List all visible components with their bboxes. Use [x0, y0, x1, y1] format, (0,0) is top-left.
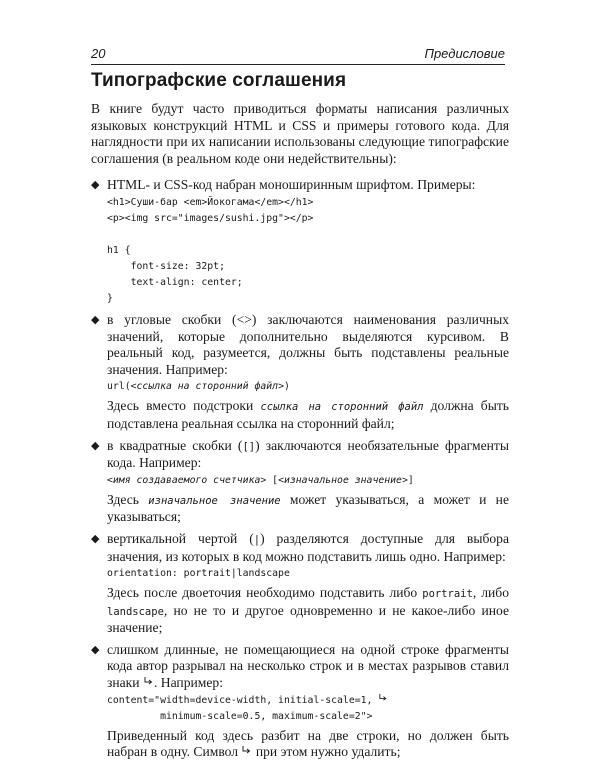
code-line: font-size: 32pt; [107, 260, 225, 272]
text-part: слишком длинные, не помещающиеся на одной строке фрагменты кода автор разрывал на несколько строк и в местах разрывов ставил знаки [107, 641, 509, 691]
code-example [107, 379, 509, 395]
bullet-diamond-icon: ◆ [91, 179, 100, 192]
item-note [107, 585, 509, 637]
list-item [91, 312, 509, 433]
running-title: Предисловие [424, 46, 505, 61]
code-line: h1 { [107, 244, 131, 256]
note-code: ссылка на сторонний файл [260, 401, 424, 414]
note-part: Приведенный код здесь разбит на две строки, но должен быть набран в одну. Символ [107, 727, 509, 760]
code-example [107, 195, 509, 307]
bullet-diamond-icon: ◆ [91, 313, 100, 326]
note-part: , но не то и другое одновременно и не какое-либо иное значение; [107, 602, 509, 636]
code-example [107, 473, 509, 489]
item-text: в угловые скобки (<>) заключаются наименования различных значений, которые дополнительно выделяются курсивом. В реальный код, разумеется, должны быть подставлены реальные значения. Например: [107, 311, 509, 377]
code-line: } [107, 292, 113, 304]
note-part: Здесь вместо подстроки [107, 398, 261, 414]
code-line: <h1>Суши-бар <em>Йокогама</em></h1> [107, 196, 314, 208]
note-part: должна быть подставлена реальная ссылка на сторонний файл; [107, 398, 510, 431]
bullet-diamond-icon: ◆ [91, 532, 100, 545]
text-part: в квадратные скобки ( [107, 437, 243, 453]
note-part: при этом нужно удалить; [252, 744, 401, 760]
note-part: может указываться, а может и не указываться; [107, 491, 509, 525]
code-part: >) [278, 381, 290, 393]
note-part: Здесь после двоеточия необходимо подставить либо [107, 585, 423, 601]
item-text [107, 642, 509, 692]
code-example [107, 693, 509, 725]
item-text [107, 438, 509, 472]
text-code: [] [242, 440, 256, 453]
code-part: >] [401, 474, 414, 486]
code-placeholder: изначальное значение [283, 474, 402, 486]
conventions-list [91, 177, 509, 760]
text-part: вертикальной чертой ( [107, 530, 254, 546]
item-text [107, 531, 509, 565]
item-note [107, 728, 509, 761]
code-placeholder: имя создаваемого счетчика [112, 474, 261, 486]
text-part: . Например: [153, 675, 223, 691]
list-item [91, 531, 509, 637]
code-line: minimum-scale=0.5, maximum-scale=2"> [107, 710, 373, 722]
code-line: text-align: center; [107, 276, 243, 288]
text-part: ) заключаются необязательные фрагменты кода. Например: [107, 437, 509, 471]
page-header [91, 44, 505, 65]
code-part: < [107, 474, 113, 486]
note-code: portrait [422, 588, 473, 601]
code-part: url(< [107, 381, 137, 393]
item-note [107, 492, 509, 526]
code-example: orientation: portrait|landscape [107, 568, 290, 580]
section-body [91, 101, 509, 766]
code-line: <p><img src="images/sushi.jpg"></p> [107, 212, 314, 224]
intro-paragraph: В книге будут часто приводиться форматы написания различных языковых конструкций HTML и CSS и примеры готового кода. Для наглядности при их написании использованы следующие типографские соглашения (в реальном коде они недействительны): [91, 101, 509, 166]
bullet-diamond-icon: ◆ [91, 439, 100, 452]
code-line: content="width=device-width, initial-scale=1, [107, 694, 373, 706]
code-part: > [< [260, 474, 284, 486]
note-code: изначальное значение [148, 494, 281, 507]
item-text: HTML- и CSS-код набран моноширинным шрифтом. Примеры: [107, 177, 476, 193]
list-item [91, 642, 509, 761]
text-part: ) разделяются доступные для выбора значения, из которых в код можно подставить лишь одно. Например: [107, 530, 509, 564]
section-title: Типографские соглашения [91, 70, 347, 91]
code-placeholder: ссылка на сторонний файл [136, 381, 279, 393]
list-item [91, 177, 509, 307]
item-note [107, 398, 509, 432]
note-part: , либо [472, 585, 510, 601]
line-wrap-arrow-icon [378, 693, 388, 709]
text-code: | [253, 533, 261, 546]
line-wrap-arrow-icon [241, 744, 252, 761]
page-number: 20 [91, 46, 106, 61]
note-part: Здесь [107, 491, 149, 507]
line-wrap-arrow-icon [143, 675, 154, 692]
bullet-diamond-icon: ◆ [91, 643, 100, 656]
note-code: landscape [107, 605, 164, 618]
list-item [91, 438, 509, 526]
